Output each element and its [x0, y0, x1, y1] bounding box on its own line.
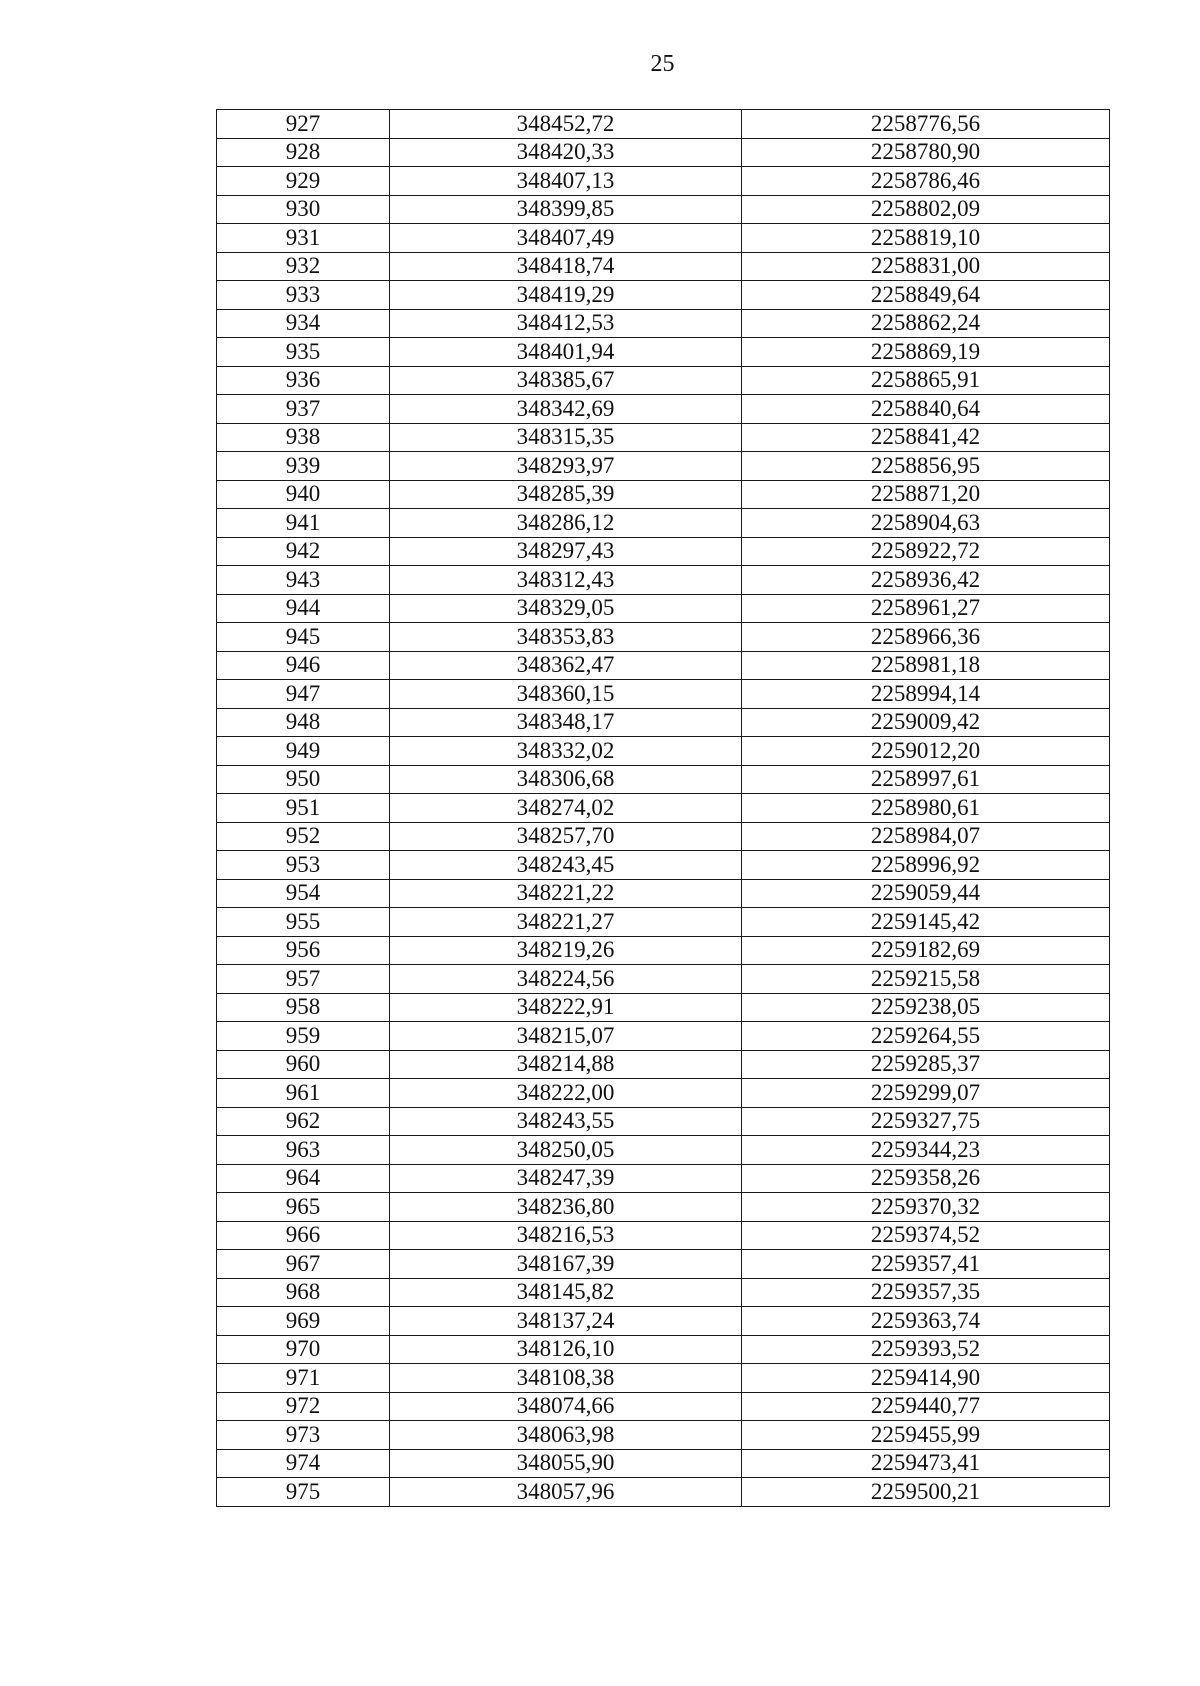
- point-number-cell: 960: [217, 1050, 390, 1079]
- y-coordinate-cell: 2259327,75: [742, 1107, 1110, 1136]
- point-number-cell: 970: [217, 1335, 390, 1364]
- point-number-cell: 947: [217, 680, 390, 709]
- table-row: [217, 1364, 1110, 1393]
- point-number-cell: 955: [217, 908, 390, 937]
- x-coordinate-cell: 348412,53: [390, 309, 742, 338]
- x-coordinate-cell: 348315,35: [390, 423, 742, 452]
- y-coordinate-cell: 2258840,64: [742, 395, 1110, 424]
- table-row: [217, 1221, 1110, 1250]
- x-coordinate-cell: 348250,05: [390, 1136, 742, 1165]
- point-number-cell: 940: [217, 480, 390, 509]
- point-number-cell: 941: [217, 509, 390, 538]
- x-coordinate-cell: 348348,17: [390, 708, 742, 737]
- point-number-cell: 937: [217, 395, 390, 424]
- y-coordinate-cell: 2259238,05: [742, 993, 1110, 1022]
- point-number-cell: 957: [217, 965, 390, 994]
- y-coordinate-cell: 2258802,09: [742, 195, 1110, 224]
- coordinates-table-body: [217, 110, 1110, 1507]
- point-number-cell: 953: [217, 851, 390, 880]
- table-row: [217, 1421, 1110, 1450]
- x-coordinate-cell: 348221,22: [390, 879, 742, 908]
- x-coordinate-cell: 348216,53: [390, 1221, 742, 1250]
- y-coordinate-cell: 2259455,99: [742, 1421, 1110, 1450]
- point-number-cell: 949: [217, 737, 390, 766]
- y-coordinate-cell: 2259344,23: [742, 1136, 1110, 1165]
- y-coordinate-cell: 2258865,91: [742, 366, 1110, 395]
- table-row: [217, 936, 1110, 965]
- point-number-cell: 934: [217, 309, 390, 338]
- table-row: [217, 110, 1110, 139]
- table-row: [217, 623, 1110, 652]
- table-row: [217, 509, 1110, 538]
- x-coordinate-cell: 348401,94: [390, 338, 742, 367]
- x-coordinate-cell: 348312,43: [390, 566, 742, 595]
- x-coordinate-cell: 348360,15: [390, 680, 742, 709]
- point-number-cell: 966: [217, 1221, 390, 1250]
- point-number-cell: 933: [217, 281, 390, 310]
- point-number-cell: 930: [217, 195, 390, 224]
- table-row: [217, 1079, 1110, 1108]
- table-row: [217, 537, 1110, 566]
- x-coordinate-cell: 348297,43: [390, 537, 742, 566]
- x-coordinate-cell: 348247,39: [390, 1164, 742, 1193]
- point-number-cell: 968: [217, 1278, 390, 1307]
- table-row: [217, 1478, 1110, 1507]
- table-row: [217, 794, 1110, 823]
- point-number-cell: 956: [217, 936, 390, 965]
- y-coordinate-cell: 2259500,21: [742, 1478, 1110, 1507]
- y-coordinate-cell: 2259358,26: [742, 1164, 1110, 1193]
- table-row: [217, 423, 1110, 452]
- table-row: [217, 908, 1110, 937]
- table-row: [217, 452, 1110, 481]
- point-number-cell: 936: [217, 366, 390, 395]
- point-number-cell: 961: [217, 1079, 390, 1108]
- y-coordinate-cell: 2259012,20: [742, 737, 1110, 766]
- table-row: [217, 195, 1110, 224]
- x-coordinate-cell: 348145,82: [390, 1278, 742, 1307]
- y-coordinate-cell: 2258997,61: [742, 765, 1110, 794]
- point-number-cell: 954: [217, 879, 390, 908]
- point-number-cell: 964: [217, 1164, 390, 1193]
- x-coordinate-cell: 348342,69: [390, 395, 742, 424]
- x-coordinate-cell: 348407,49: [390, 224, 742, 253]
- y-coordinate-cell: 2258981,18: [742, 651, 1110, 680]
- point-number-cell: 928: [217, 138, 390, 167]
- point-number-cell: 938: [217, 423, 390, 452]
- point-number-cell: 942: [217, 537, 390, 566]
- table-row: [217, 680, 1110, 709]
- y-coordinate-cell: 2258966,36: [742, 623, 1110, 652]
- y-coordinate-cell: 2258831,00: [742, 252, 1110, 281]
- x-coordinate-cell: 348293,97: [390, 452, 742, 481]
- table-row: [217, 252, 1110, 281]
- x-coordinate-cell: 348137,24: [390, 1307, 742, 1336]
- y-coordinate-cell: 2258922,72: [742, 537, 1110, 566]
- table-row: [217, 851, 1110, 880]
- point-number-cell: 958: [217, 993, 390, 1022]
- y-coordinate-cell: 2259393,52: [742, 1335, 1110, 1364]
- point-number-cell: 959: [217, 1022, 390, 1051]
- x-coordinate-cell: 348074,66: [390, 1392, 742, 1421]
- point-number-cell: 927: [217, 110, 390, 139]
- table-row: [217, 566, 1110, 595]
- table-row: [217, 1022, 1110, 1051]
- table-row: [217, 224, 1110, 253]
- x-coordinate-cell: 348215,07: [390, 1022, 742, 1051]
- y-coordinate-cell: 2258994,14: [742, 680, 1110, 709]
- point-number-cell: 946: [217, 651, 390, 680]
- x-coordinate-cell: 348257,70: [390, 822, 742, 851]
- x-coordinate-cell: 348332,02: [390, 737, 742, 766]
- x-coordinate-cell: 348362,47: [390, 651, 742, 680]
- table-row: [217, 765, 1110, 794]
- x-coordinate-cell: 348285,39: [390, 480, 742, 509]
- table-row: [217, 338, 1110, 367]
- x-coordinate-cell: 348353,83: [390, 623, 742, 652]
- y-coordinate-cell: 2258849,64: [742, 281, 1110, 310]
- table-row: [217, 281, 1110, 310]
- table-row: [217, 1250, 1110, 1279]
- y-coordinate-cell: 2259264,55: [742, 1022, 1110, 1051]
- x-coordinate-cell: 348419,29: [390, 281, 742, 310]
- y-coordinate-cell: 2258984,07: [742, 822, 1110, 851]
- y-coordinate-cell: 2258869,19: [742, 338, 1110, 367]
- y-coordinate-cell: 2258841,42: [742, 423, 1110, 452]
- table-row: [217, 1107, 1110, 1136]
- table-row: [217, 167, 1110, 196]
- x-coordinate-cell: 348418,74: [390, 252, 742, 281]
- point-number-cell: 932: [217, 252, 390, 281]
- x-coordinate-cell: 348407,13: [390, 167, 742, 196]
- point-number-cell: 939: [217, 452, 390, 481]
- table-row: [217, 594, 1110, 623]
- table-row: [217, 395, 1110, 424]
- x-coordinate-cell: 348063,98: [390, 1421, 742, 1450]
- y-coordinate-cell: 2258856,95: [742, 452, 1110, 481]
- point-number-cell: 943: [217, 566, 390, 595]
- y-coordinate-cell: 2259374,52: [742, 1221, 1110, 1250]
- y-coordinate-cell: 2259009,42: [742, 708, 1110, 737]
- y-coordinate-cell: 2259473,41: [742, 1449, 1110, 1478]
- x-coordinate-cell: 348221,27: [390, 908, 742, 937]
- x-coordinate-cell: 348274,02: [390, 794, 742, 823]
- x-coordinate-cell: 348055,90: [390, 1449, 742, 1478]
- y-coordinate-cell: 2259182,69: [742, 936, 1110, 965]
- y-coordinate-cell: 2258996,92: [742, 851, 1110, 880]
- y-coordinate-cell: 2259363,74: [742, 1307, 1110, 1336]
- point-number-cell: 931: [217, 224, 390, 253]
- table-row: [217, 822, 1110, 851]
- point-number-cell: 965: [217, 1193, 390, 1222]
- table-row: [217, 651, 1110, 680]
- x-coordinate-cell: 348236,80: [390, 1193, 742, 1222]
- point-number-cell: 935: [217, 338, 390, 367]
- y-coordinate-cell: 2259299,07: [742, 1079, 1110, 1108]
- x-coordinate-cell: 348306,68: [390, 765, 742, 794]
- point-number-cell: 972: [217, 1392, 390, 1421]
- point-number-cell: 975: [217, 1478, 390, 1507]
- y-coordinate-cell: 2259414,90: [742, 1364, 1110, 1393]
- y-coordinate-cell: 2258961,27: [742, 594, 1110, 623]
- y-coordinate-cell: 2258776,56: [742, 110, 1110, 139]
- y-coordinate-cell: 2258780,90: [742, 138, 1110, 167]
- table-row: [217, 1164, 1110, 1193]
- table-row: [217, 1050, 1110, 1079]
- y-coordinate-cell: 2258862,24: [742, 309, 1110, 338]
- x-coordinate-cell: 348286,12: [390, 509, 742, 538]
- coordinates-table: [216, 109, 1110, 1507]
- point-number-cell: 950: [217, 765, 390, 794]
- point-number-cell: 963: [217, 1136, 390, 1165]
- table-row: [217, 1193, 1110, 1222]
- point-number-cell: 973: [217, 1421, 390, 1450]
- y-coordinate-cell: 2258936,42: [742, 566, 1110, 595]
- x-coordinate-cell: 348219,26: [390, 936, 742, 965]
- x-coordinate-cell: 348126,10: [390, 1335, 742, 1364]
- y-coordinate-cell: 2259059,44: [742, 879, 1110, 908]
- point-number-cell: 951: [217, 794, 390, 823]
- x-coordinate-cell: 348420,33: [390, 138, 742, 167]
- x-coordinate-cell: 348329,05: [390, 594, 742, 623]
- table-row: [217, 1136, 1110, 1165]
- x-coordinate-cell: 348452,72: [390, 110, 742, 139]
- x-coordinate-cell: 348057,96: [390, 1478, 742, 1507]
- table-row: [217, 993, 1110, 1022]
- point-number-cell: 962: [217, 1107, 390, 1136]
- x-coordinate-cell: 348222,00: [390, 1079, 742, 1108]
- point-number-cell: 945: [217, 623, 390, 652]
- y-coordinate-cell: 2258786,46: [742, 167, 1110, 196]
- table-row: [217, 737, 1110, 766]
- table-row: [217, 965, 1110, 994]
- x-coordinate-cell: 348399,85: [390, 195, 742, 224]
- table-row: [217, 366, 1110, 395]
- y-coordinate-cell: 2258980,61: [742, 794, 1110, 823]
- x-coordinate-cell: 348243,45: [390, 851, 742, 880]
- point-number-cell: 967: [217, 1250, 390, 1279]
- point-number-cell: 952: [217, 822, 390, 851]
- point-number-cell: 974: [217, 1449, 390, 1478]
- point-number-cell: 929: [217, 167, 390, 196]
- y-coordinate-cell: 2259285,37: [742, 1050, 1110, 1079]
- y-coordinate-cell: 2258871,20: [742, 480, 1110, 509]
- point-number-cell: 948: [217, 708, 390, 737]
- y-coordinate-cell: 2259440,77: [742, 1392, 1110, 1421]
- table-row: [217, 1307, 1110, 1336]
- x-coordinate-cell: 348167,39: [390, 1250, 742, 1279]
- x-coordinate-cell: 348214,88: [390, 1050, 742, 1079]
- table-row: [217, 879, 1110, 908]
- x-coordinate-cell: 348385,67: [390, 366, 742, 395]
- x-coordinate-cell: 348108,38: [390, 1364, 742, 1393]
- page-number: 25: [650, 51, 675, 77]
- table-row: [217, 309, 1110, 338]
- x-coordinate-cell: 348222,91: [390, 993, 742, 1022]
- table-row: [217, 708, 1110, 737]
- y-coordinate-cell: 2259145,42: [742, 908, 1110, 937]
- y-coordinate-cell: 2259357,41: [742, 1250, 1110, 1279]
- y-coordinate-cell: 2259370,32: [742, 1193, 1110, 1222]
- y-coordinate-cell: 2258819,10: [742, 224, 1110, 253]
- x-coordinate-cell: 348243,55: [390, 1107, 742, 1136]
- table-row: [217, 1335, 1110, 1364]
- table-row: [217, 1278, 1110, 1307]
- y-coordinate-cell: 2259357,35: [742, 1278, 1110, 1307]
- table-row: [217, 1449, 1110, 1478]
- point-number-cell: 944: [217, 594, 390, 623]
- y-coordinate-cell: 2259215,58: [742, 965, 1110, 994]
- point-number-cell: 971: [217, 1364, 390, 1393]
- x-coordinate-cell: 348224,56: [390, 965, 742, 994]
- y-coordinate-cell: 2258904,63: [742, 509, 1110, 538]
- table-row: [217, 138, 1110, 167]
- point-number-cell: 969: [217, 1307, 390, 1336]
- table-row: [217, 1392, 1110, 1421]
- table-row: [217, 480, 1110, 509]
